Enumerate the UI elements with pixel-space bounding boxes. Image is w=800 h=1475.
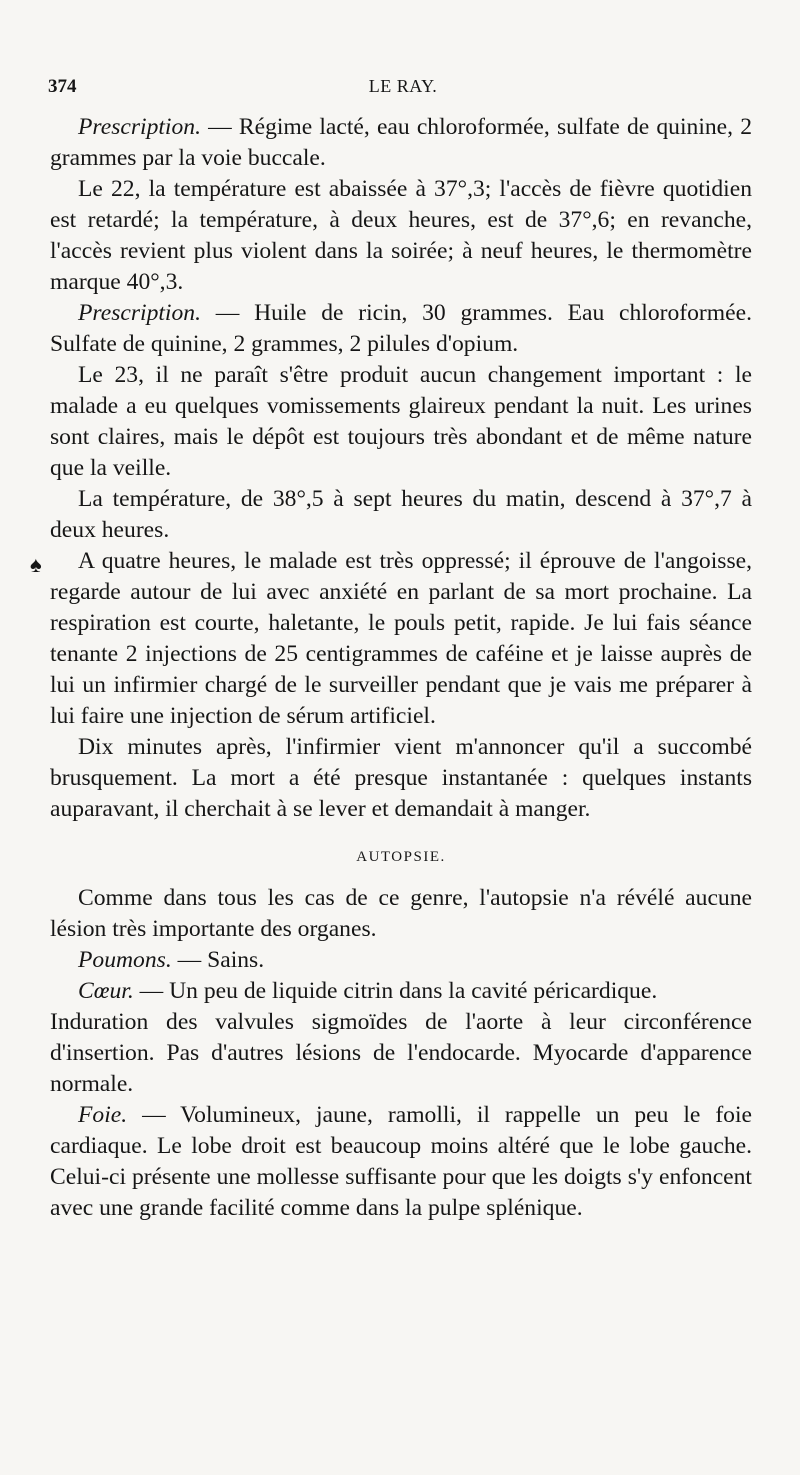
running-title: LE RAY. xyxy=(368,76,438,96)
prescription-label: Prescription. xyxy=(78,114,201,140)
organ-label: Foie. xyxy=(78,1102,128,1128)
paragraph: Induration des valvules sigmoïdes de l'aorte à leur circonférence d'insertion. Pas d'autres lésions de l'endocarde. Myocarde d'apparence normale. xyxy=(50,1009,752,1097)
paragraph: Prescription. — Régime lacté, eau chloroformée, sulfate de quinine, 2 grammes par la voie buccale. xyxy=(50,114,752,171)
paragraph: Le 22, la température est abaissée à 37°,3; l'accès de fièvre quotidien est retardé; la température, à deux heures, est de 37°,6; en revanche, l'accès revient plus violent dans la soirée; à neuf heures, le thermomètre marque 40°,3. xyxy=(50,176,752,295)
paragraph: Le 23, il ne paraît s'être produit aucun changement important : le malade a eu quelques vomissements glaireux pendant la nuit. Les urines sont claires, mais le dépôt est toujours très abondant et de même nature que la veille. xyxy=(50,362,752,481)
paragraph: A quatre heures, le malade est très oppressé; il éprouve de l'angoisse, regarde autour de lui avec anxiété en parlant de sa mort prochaine. La respiration est courte, haletante, le pouls petit, rapide. Je lui fais séance tenante 2 injections de 25 centigrammes de caféine et je laisse auprès de lui un infirmier chargé de le surveiller pendant que je vais me préparer à lui faire une injection de sérum artificiel. xyxy=(50,548,752,729)
prescription-label: Prescription. xyxy=(78,300,201,326)
organ-label: Cœur. xyxy=(78,978,134,1004)
paragraph: Cœur. — Un peu de liquide citrin dans la cavité péricardique. xyxy=(78,978,658,1004)
paragraph: Foie. — Volumineux, jaune, ramolli, il rappelle un peu le foie cardiaque. Le lobe droit est beaucoup moins altéré que le lobe gauche. Celui-ci présente une mollesse suffisante pour que les doigts s'y enfoncent avec une grande facilité comme dans la pulpe splénique. xyxy=(50,1102,752,1221)
paragraph: Poumons. — Sains. xyxy=(78,947,265,973)
paragraph: Comme dans tous les cas de ce genre, l'autopsie n'a révélé aucune lésion très importante des organes. xyxy=(50,885,752,942)
paragraph: Dix minutes après, l'infirmier vient m'annoncer qu'il a succombé brusquement. La mort a été presque instantanée : quelques instants auparavant, il cherchait à se lever et demandait à manger. xyxy=(50,734,752,822)
paragraph: La température, de 38°,5 à sept heures du matin, descend à 37°,7 à deux heures. xyxy=(50,486,752,543)
paragraph: Prescription. — Huile de ricin, 30 grammes. Eau chloroformée. Sulfate de quinine, 2 grammes, 2 pilules d'opium. xyxy=(50,300,752,357)
organ-label: Poumons. xyxy=(78,947,172,973)
section-title: AUTOPSIE. xyxy=(356,849,446,865)
page-body xyxy=(50,112,752,1224)
margin-mark-icon: ♠ xyxy=(30,552,42,577)
page-header xyxy=(48,76,758,100)
page-number: 374 xyxy=(48,76,77,97)
